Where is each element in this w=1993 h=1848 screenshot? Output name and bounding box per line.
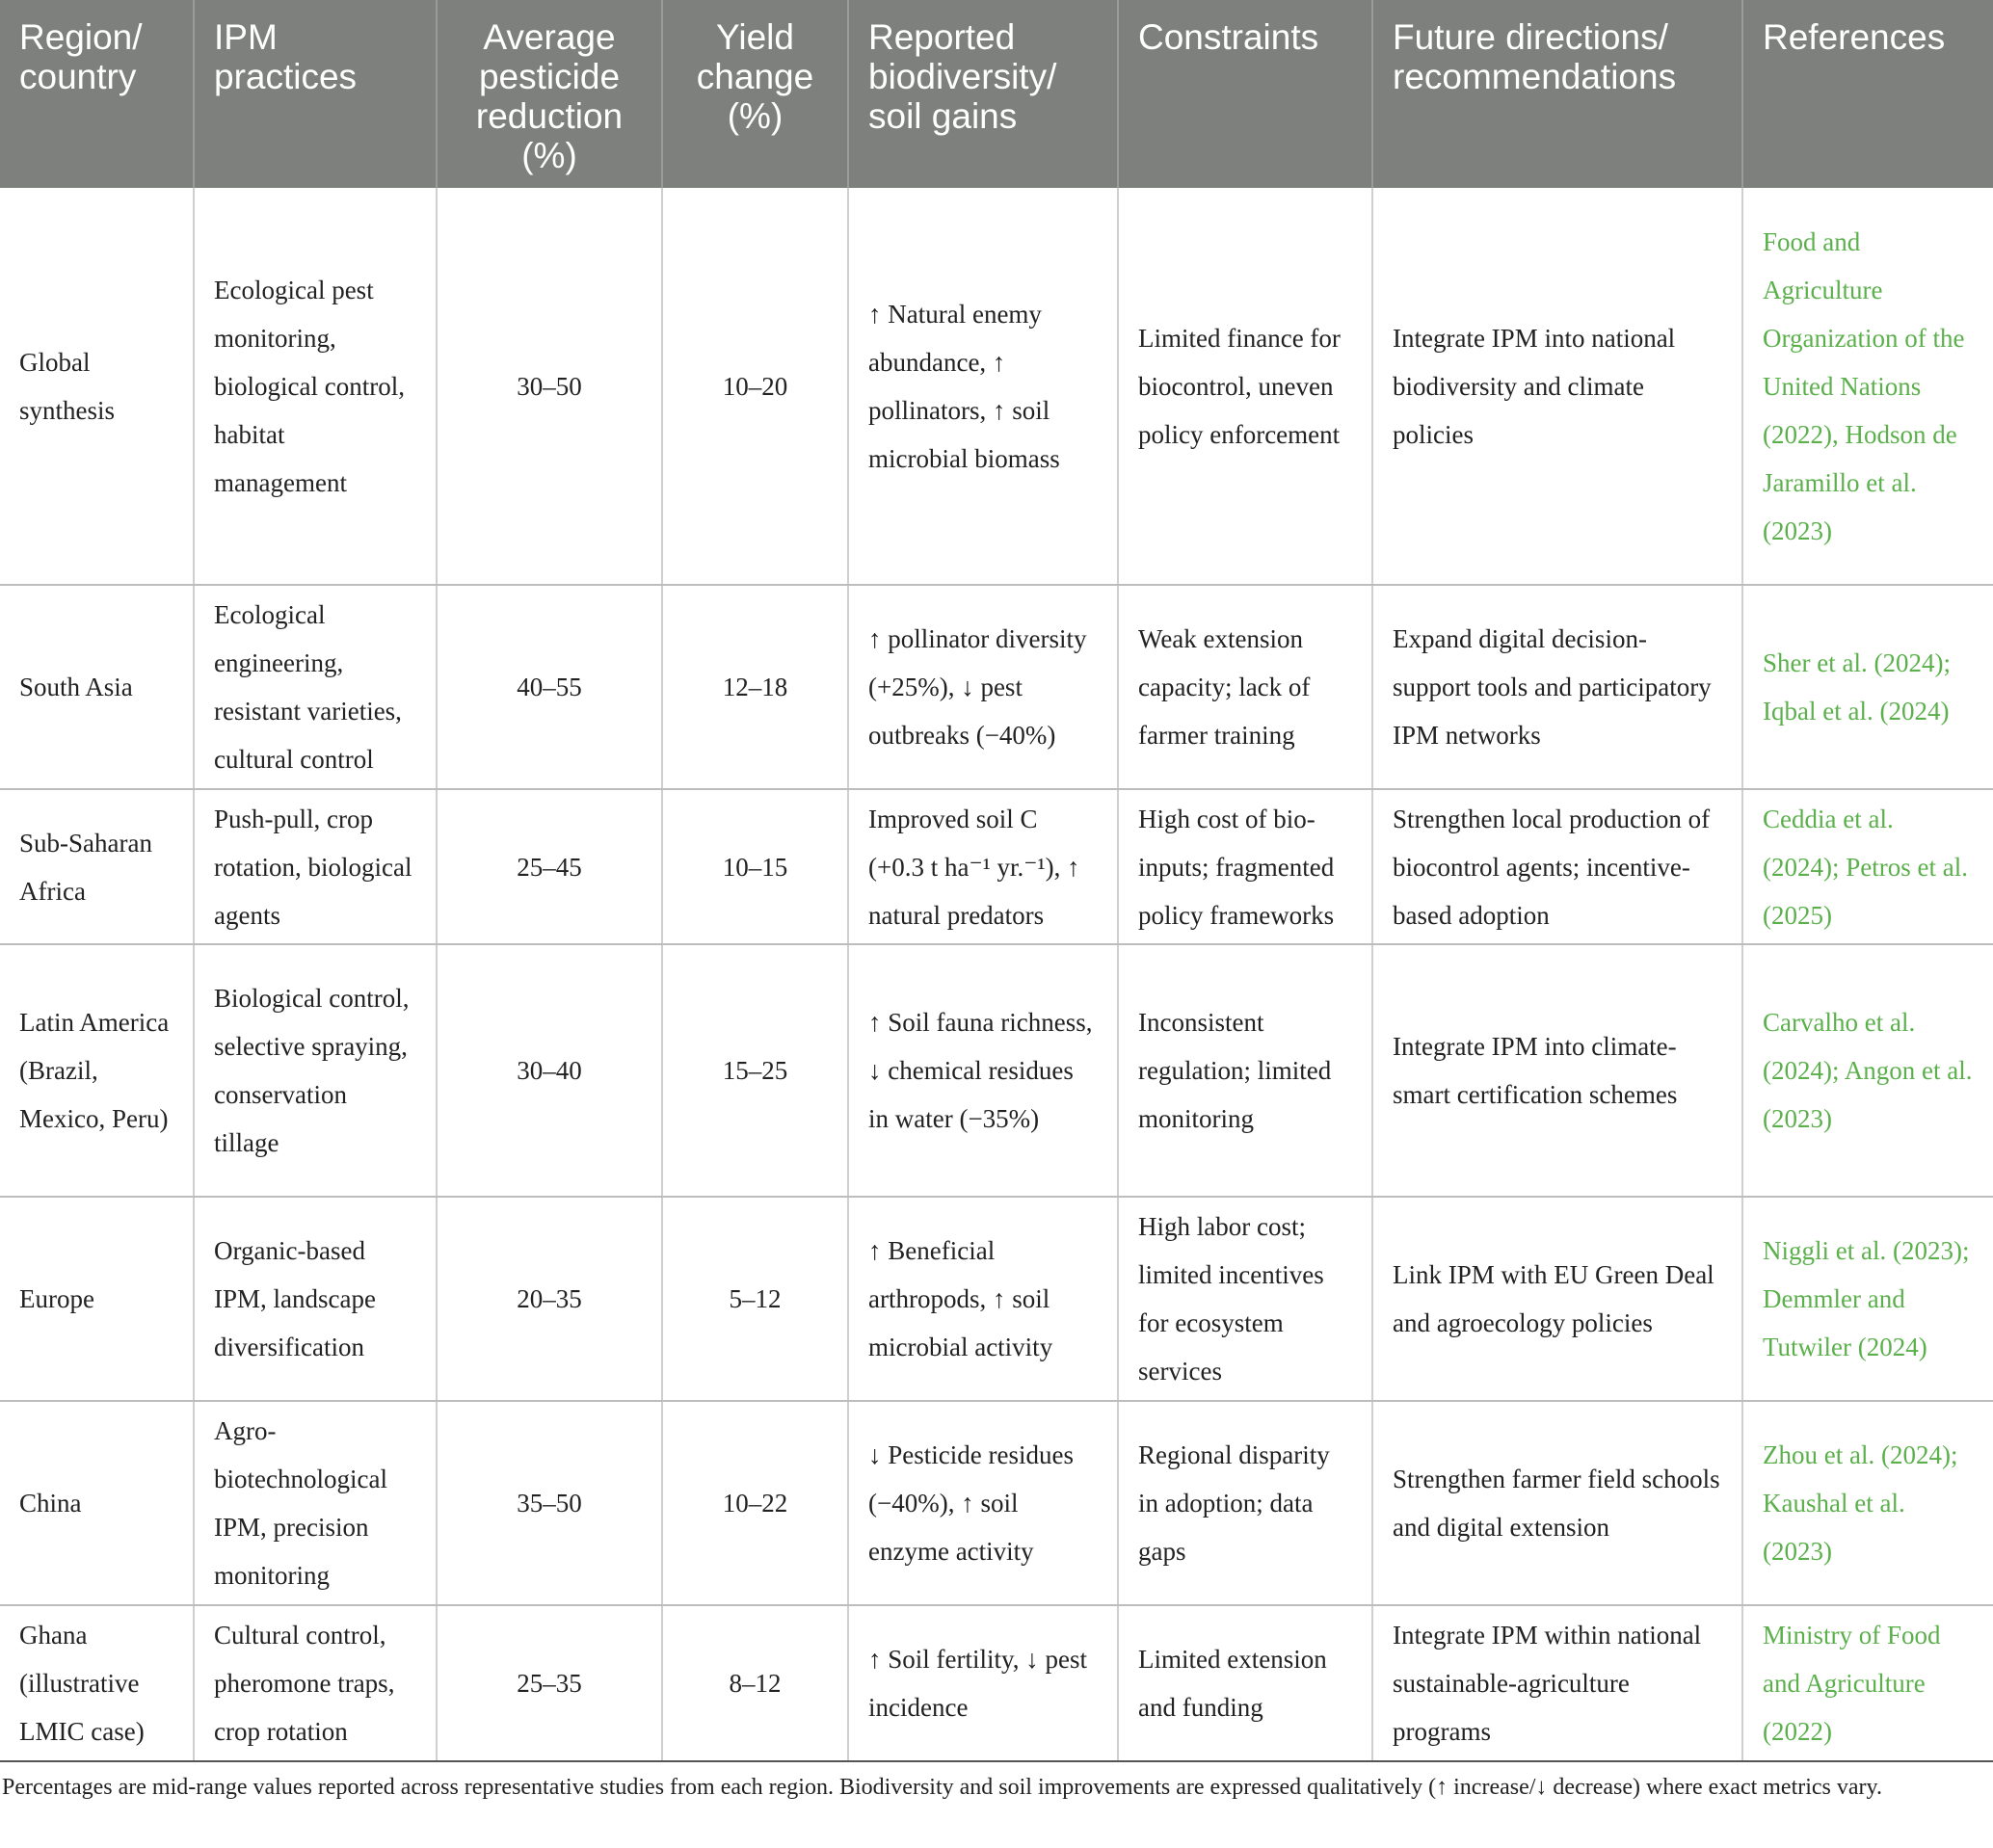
cell-yield: 8–12 — [662, 1605, 848, 1761]
header-biodiversity-gains: Reported biodiversity/ soil gains — [848, 0, 1118, 188]
cell-gains: ↑ pollinator diversity (+25%), ↓ pest outbreaks (−40%) — [848, 585, 1118, 789]
cell-reduction: 25–35 — [437, 1605, 662, 1761]
cell-gains: Improved soil C (+0.3 t ha⁻¹ yr.⁻¹), ↑ natural predators — [848, 789, 1118, 944]
cell-practices: Organic-based IPM, landscape diversification — [194, 1197, 437, 1401]
cell-future: Link IPM with EU Green Deal and agroecology policies — [1372, 1197, 1742, 1401]
table-row — [0, 585, 1993, 789]
cell-gains: ↑ Beneficial arthropods, ↑ soil microbial activity — [848, 1197, 1118, 1401]
cell-future: Integrate IPM into climate-smart certification schemes — [1372, 944, 1742, 1197]
table-header-row — [0, 0, 1993, 188]
cell-reduction: 20–35 — [437, 1197, 662, 1401]
cell-region: South Asia — [0, 585, 194, 789]
cell-yield: 10–20 — [662, 188, 848, 585]
cell-constraints: Limited extension and funding — [1118, 1605, 1372, 1761]
cell-constraints: Limited finance for biocontrol, uneven policy enforcement — [1118, 188, 1372, 585]
cell-reduction: 40–55 — [437, 585, 662, 789]
cell-references-link[interactable]: Food and Agriculture Organization of the United Nations (2022), Hodson de Jaramillo et al. (2023) — [1742, 188, 1993, 585]
table-row — [0, 789, 1993, 944]
cell-practices: Push-pull, crop rotation, biological agents — [194, 789, 437, 944]
cell-region: Europe — [0, 1197, 194, 1401]
header-ipm-practices: IPM practices — [194, 0, 437, 188]
cell-region: Global synthesis — [0, 188, 194, 585]
cell-reduction: 25–45 — [437, 789, 662, 944]
cell-yield: 5–12 — [662, 1197, 848, 1401]
cell-reduction: 30–50 — [437, 188, 662, 585]
cell-region: Sub-Saharan Africa — [0, 789, 194, 944]
cell-references-link[interactable]: Niggli et al. (2023); Demmler and Tutwiler (2024) — [1742, 1197, 1993, 1401]
cell-references-link[interactable]: Sher et al. (2024); Iqbal et al. (2024) — [1742, 585, 1993, 789]
table-row — [0, 1401, 1993, 1605]
cell-future: Integrate IPM within national sustainable-agriculture programs — [1372, 1605, 1742, 1761]
table-row — [0, 1197, 1993, 1401]
cell-gains: ↓ Pesticide residues (−40%), ↑ soil enzyme activity — [848, 1401, 1118, 1605]
header-yield-change: Yield change (%) — [662, 0, 848, 188]
cell-reduction: 30–40 — [437, 944, 662, 1197]
cell-region: Ghana (illustrative LMIC case) — [0, 1605, 194, 1761]
header-pesticide-reduction: Average pesticide reduction (%) — [437, 0, 662, 188]
cell-future: Strengthen farmer field schools and digital extension — [1372, 1401, 1742, 1605]
cell-yield: 10–15 — [662, 789, 848, 944]
cell-gains: ↑ Soil fauna richness, ↓ chemical residues in water (−35%) — [848, 944, 1118, 1197]
cell-reduction: 35–50 — [437, 1401, 662, 1605]
cell-future: Strengthen local production of biocontrol agents; incentive-based adoption — [1372, 789, 1742, 944]
cell-references-link[interactable]: Carvalho et al. (2024); Angon et al. (2023) — [1742, 944, 1993, 1197]
header-region: Region/ country — [0, 0, 194, 188]
header-constraints: Constraints — [1118, 0, 1372, 188]
cell-constraints: High cost of bio-inputs; fragmented policy frameworks — [1118, 789, 1372, 944]
cell-constraints: Inconsistent regulation; limited monitoring — [1118, 944, 1372, 1197]
cell-gains: ↑ Natural enemy abundance, ↑ pollinators, ↑ soil microbial biomass — [848, 188, 1118, 585]
table-row — [0, 944, 1993, 1197]
cell-constraints: Weak extension capacity; lack of farmer training — [1118, 585, 1372, 789]
table-footnote: Percentages are mid-range values reported across representative studies from each region. Biodiversity and soil improvements are expressed qualitatively (↑ increase/↓ decrease) where exact metrics vary. — [2, 1775, 1882, 1800]
cell-constraints: Regional disparity in adoption; data gaps — [1118, 1401, 1372, 1605]
cell-future: Integrate IPM into national biodiversity and climate policies — [1372, 188, 1742, 585]
cell-region: Latin America (Brazil, Mexico, Peru) — [0, 944, 194, 1197]
cell-gains: ↑ Soil fertility, ↓ pest incidence — [848, 1605, 1118, 1761]
cell-constraints: High labor cost; limited incentives for ecosystem services — [1118, 1197, 1372, 1401]
cell-references-link[interactable]: Ministry of Food and Agriculture (2022) — [1742, 1605, 1993, 1761]
cell-future: Expand digital decision-support tools and participatory IPM networks — [1372, 585, 1742, 789]
cell-region: China — [0, 1401, 194, 1605]
cell-practices: Agro-biotechnological IPM, precision monitoring — [194, 1401, 437, 1605]
header-references: References — [1742, 0, 1993, 188]
header-future-directions: Future directions/ recommendations — [1372, 0, 1742, 188]
table-row — [0, 1605, 1993, 1761]
cell-practices: Cultural control, pheromone traps, crop rotation — [194, 1605, 437, 1761]
table-row — [0, 188, 1993, 585]
cell-references-link[interactable]: Ceddia et al. (2024); Petros et al. (2025) — [1742, 789, 1993, 944]
cell-references-link[interactable]: Zhou et al. (2024); Kaushal et al. (2023) — [1742, 1401, 1993, 1605]
cell-yield: 12–18 — [662, 585, 848, 789]
cell-practices: Ecological pest monitoring, biological control, habitat management — [194, 188, 437, 585]
cell-yield: 15–25 — [662, 944, 848, 1197]
cell-yield: 10–22 — [662, 1401, 848, 1605]
cell-practices: Ecological engineering, resistant varieties, cultural control — [194, 585, 437, 789]
cell-practices: Biological control, selective spraying, conservation tillage — [194, 944, 437, 1197]
